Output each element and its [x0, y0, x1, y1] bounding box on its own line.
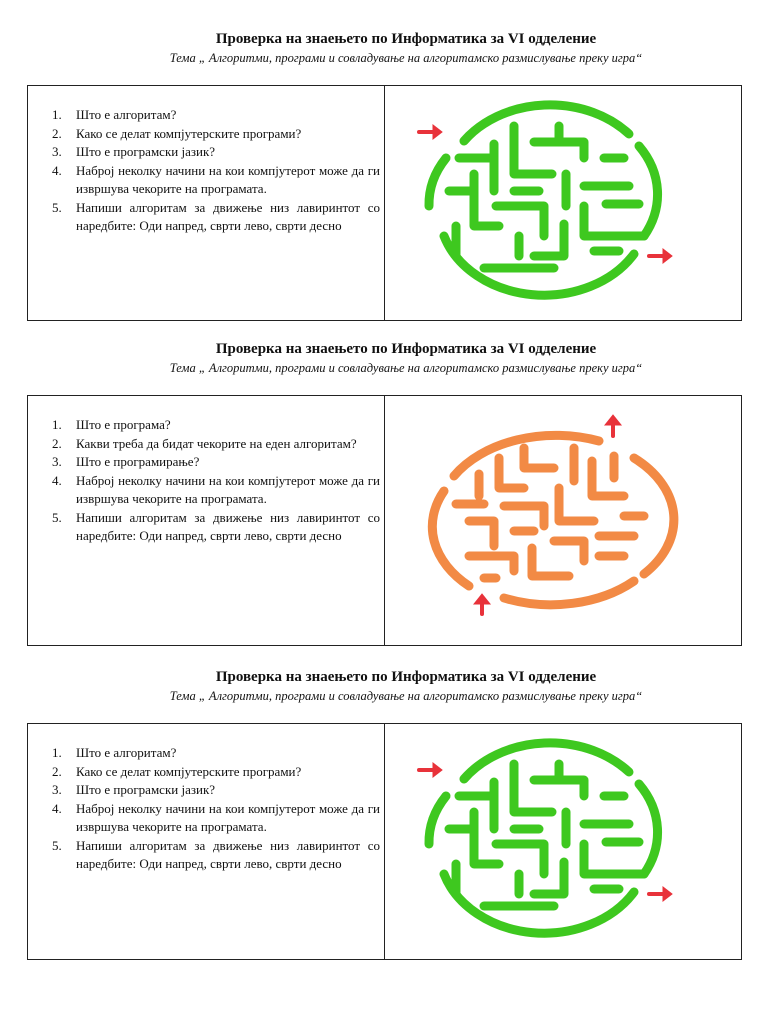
quiz-title: Проверка на знаењето по Информатика за VI одделение — [215, 669, 597, 685]
question-list — [52, 106, 380, 236]
quiz-card — [27, 395, 742, 646]
maze-icon — [384, 724, 741, 959]
quiz-subtitle: Тема „ Алгоритми, програми и совладување на алгоритамско размислување преку игра“ — [169, 361, 643, 375]
question-item: 1. Што е програма? — [52, 417, 171, 432]
maze-icon — [384, 86, 741, 320]
quiz-title: Проверка на знаењето по Информатика за VI одделение — [215, 341, 597, 357]
question-item: 3. Што е програмирање? — [52, 454, 200, 469]
question-item: 5. Напиши алгоритам за движење низ лавиринтот со наредбите: Оди напред, сврти лево, сврти десно — [52, 837, 380, 871]
question-item: 4. Наброј неколку начини на кои компјутерот може да ги извршува чекорите на програмата. — [52, 472, 380, 506]
quiz-subtitle: Тема „ Алгоритми, програми и совладување на алгоритамско размислување преку игра“ — [169, 689, 643, 703]
quiz-card — [27, 85, 742, 321]
question-item: 1. Што е алгоритам? — [52, 107, 177, 122]
quiz-subtitle: Тема „ Алгоритми, програми и совладување на алгоритамско размислување преку игра“ — [169, 51, 643, 65]
quiz-title: Проверка на знаењето по Информатика за VI одделение — [215, 31, 597, 47]
question-item: 5. Напиши алгоритам за движење низ лавиринтот со наредбите: Оди напред, сврти лево, сврти десно — [52, 509, 380, 543]
quiz-card — [27, 723, 742, 960]
question-list — [52, 744, 380, 874]
question-item: 3. Што е програмски јазик? — [52, 782, 216, 797]
question-list — [52, 416, 380, 546]
question-item: 2. Како се делат компјутерските програми? — [52, 763, 302, 779]
question-item: 5. Напиши алгоритам за движење низ лавиринтот со наредбите: Оди напред, сврти лево, сврти десно — [52, 199, 380, 233]
question-item: 2. Како се делат компјутерските програми? — [52, 125, 302, 141]
maze-icon — [384, 396, 741, 645]
question-item: 4. Наброј неколку начини на кои компјутерот може да ги извршува чекорите на програмата. — [52, 162, 380, 196]
question-item: 4. Наброј неколку начини на кои компјутерот може да ги извршува чекорите на програмата. — [52, 800, 380, 834]
question-item: 2. Какви треба да бидат чекорите на еден алгоритам? — [52, 435, 357, 451]
question-item: 1. Што е алгоритам? — [52, 745, 177, 760]
question-item: 3. Што е програмски јазик? — [52, 144, 216, 159]
